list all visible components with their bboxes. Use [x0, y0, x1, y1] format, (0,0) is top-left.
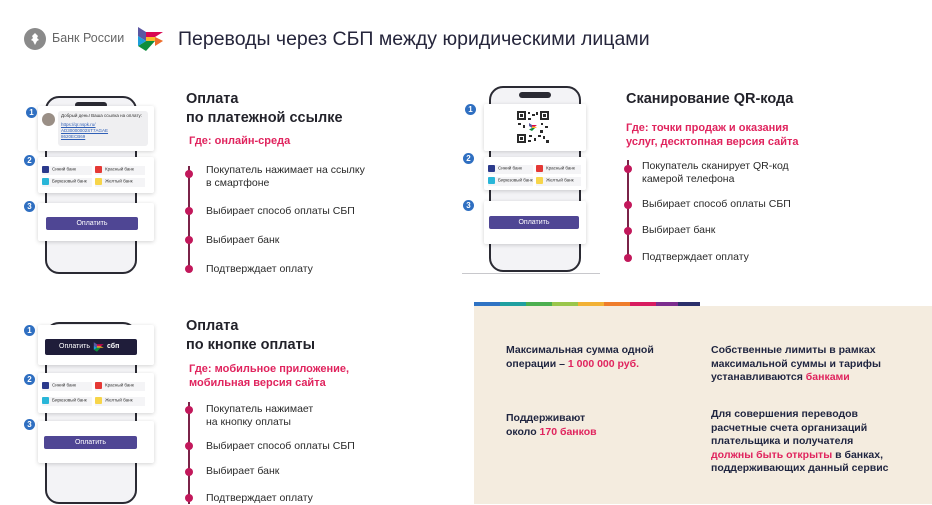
timeline-line: [188, 166, 190, 270]
timeline-line: [627, 160, 629, 260]
bank-item-yellow[interactable]: Желтый банк: [536, 177, 581, 186]
bank-item-turquoise[interactable]: Бирюзовый банк: [488, 177, 533, 186]
timeline-dot: [624, 254, 632, 262]
bank-color-icon: [42, 397, 49, 404]
step-text: Выбирает банк: [642, 224, 716, 236]
bank-list-card: [38, 373, 154, 413]
step-number-2: 2: [24, 374, 35, 385]
info-limits: Собственные лимиты в рамках максимальной суммы и тарифы устанавливаются банками: [711, 344, 881, 383]
where-label-qr: Где: точки продаж и оказания услуг, десктопная версия сайта: [626, 122, 799, 148]
info-banks-count: Поддерживают около 170 банков: [506, 412, 597, 438]
section-title-link: Оплата по платежной ссылке: [186, 91, 343, 126]
step-text: Покупатель сканирует QR-код камерой телефона: [642, 160, 789, 185]
bank-color-icon: [95, 178, 102, 185]
step-text: Подтверждает оплату: [642, 251, 749, 263]
timeline-dot: [624, 201, 632, 209]
step-number-3: 3: [24, 201, 35, 212]
timeline-dot: [624, 227, 632, 235]
bank-list-card: [38, 157, 154, 193]
payment-link[interactable]: https://qr.nspk.ru/: [61, 122, 96, 127]
step-text: Выбирает способ оплаты СБП: [642, 198, 791, 210]
timeline-dot: [185, 406, 193, 414]
bank-item-red[interactable]: Красный банк: [536, 165, 581, 174]
section-title-qr: Сканирование QR-кода: [626, 91, 794, 107]
timeline-dot: [185, 236, 193, 244]
bank-item-red[interactable]: Красный банк: [95, 166, 145, 175]
timeline-dot: [185, 442, 193, 450]
sbp-logo-icon: [136, 24, 166, 54]
timeline-dot: [185, 494, 193, 502]
bank-color-icon: [536, 165, 543, 172]
bank-color-icon: [536, 177, 543, 184]
bank-color-icon: [95, 397, 102, 404]
chat-message-text: Добрый день! Ваша ссылка на оплату:: [61, 113, 143, 118]
step-text: Покупатель нажимает на ссылку в смартфоне: [206, 164, 365, 189]
bank-color-icon: [488, 165, 495, 172]
info-accounts: Для совершения переводов расчетные счета организаций плательщика и получателя должны быть открыты в банках, поддерживающих данный сервис: [711, 408, 889, 474]
section-title-button: Оплата по кнопке оплаты: [186, 318, 315, 353]
bank-item-red[interactable]: Красный банк: [95, 382, 145, 391]
phone-notch: [519, 92, 551, 98]
pay-button[interactable]: Оплатить: [44, 436, 137, 449]
timeline-dot: [185, 468, 193, 476]
step-text: Покупатель нажимает на кнопку оплаты: [206, 403, 314, 428]
bank-color-icon: [95, 382, 102, 389]
bank-item-turquoise[interactable]: Бирюзовый банк: [42, 397, 92, 406]
timeline-dot: [624, 165, 632, 173]
bank-item-yellow[interactable]: Желтый банк: [95, 397, 145, 406]
page-title: Переводы через СБП между юридическими лицами: [178, 28, 650, 50]
pay-button[interactable]: Оплатить: [46, 217, 138, 230]
timeline-dot: [185, 207, 193, 215]
step-number-1: 1: [24, 325, 35, 336]
where-label-link: Где: онлайн-среда: [189, 135, 291, 147]
info-max-amount: Максимальная сумма одной операции – 1 000 000 руб.: [506, 344, 654, 370]
timeline-line: [188, 402, 190, 504]
bank-item-blue[interactable]: Синий банк: [488, 165, 533, 174]
step-number-1: 1: [26, 107, 37, 118]
phone-base-line: [462, 273, 600, 274]
step-text: Подтверждает оплату: [206, 492, 313, 504]
step-text: Подтверждает оплату: [206, 263, 313, 275]
bank-item-blue[interactable]: Синий банк: [42, 166, 92, 175]
step-number-3: 3: [463, 200, 474, 211]
pay-sbp-button[interactable]: Оплатить сбп: [45, 339, 137, 355]
sbp-logo-icon: [93, 341, 105, 353]
step-text: Выбирает способ оплаты СБП: [206, 440, 355, 452]
bank-item-blue[interactable]: Синий банк: [42, 382, 92, 391]
bank-of-russia-emblem-icon: [24, 28, 46, 50]
bank-item-yellow[interactable]: Желтый банк: [95, 178, 145, 187]
bank-color-icon: [42, 166, 49, 173]
step-number-2: 2: [463, 153, 474, 164]
bank-color-icon: [42, 178, 49, 185]
bank-name: Банк России: [52, 31, 125, 45]
step-number-1: 1: [465, 104, 476, 115]
where-label-button: Где: мобильное приложение, мобильная версия сайта: [189, 363, 350, 389]
timeline-dot: [185, 265, 193, 273]
step-number-3: 3: [24, 419, 35, 430]
step-text: Выбирает банк: [206, 234, 280, 246]
pay-button[interactable]: Оплатить: [489, 216, 579, 229]
bank-item-turquoise[interactable]: Бирюзовый банк: [42, 178, 92, 187]
step-number-2: 2: [24, 155, 35, 166]
payment-link-part3[interactable]: 8620ECB69: [61, 134, 86, 139]
timeline-dot: [185, 170, 193, 178]
step-text: Выбирает банк: [206, 465, 280, 477]
avatar: [42, 113, 55, 126]
step-text: Выбирает способ оплаты СБП: [206, 205, 355, 217]
bank-color-icon: [42, 382, 49, 389]
bank-color-icon: [95, 166, 102, 173]
bank-color-icon: [488, 177, 495, 184]
payment-link-part2[interactable]: AD30000002ST7AGAE: [61, 128, 109, 133]
qr-code-icon: [516, 110, 550, 144]
